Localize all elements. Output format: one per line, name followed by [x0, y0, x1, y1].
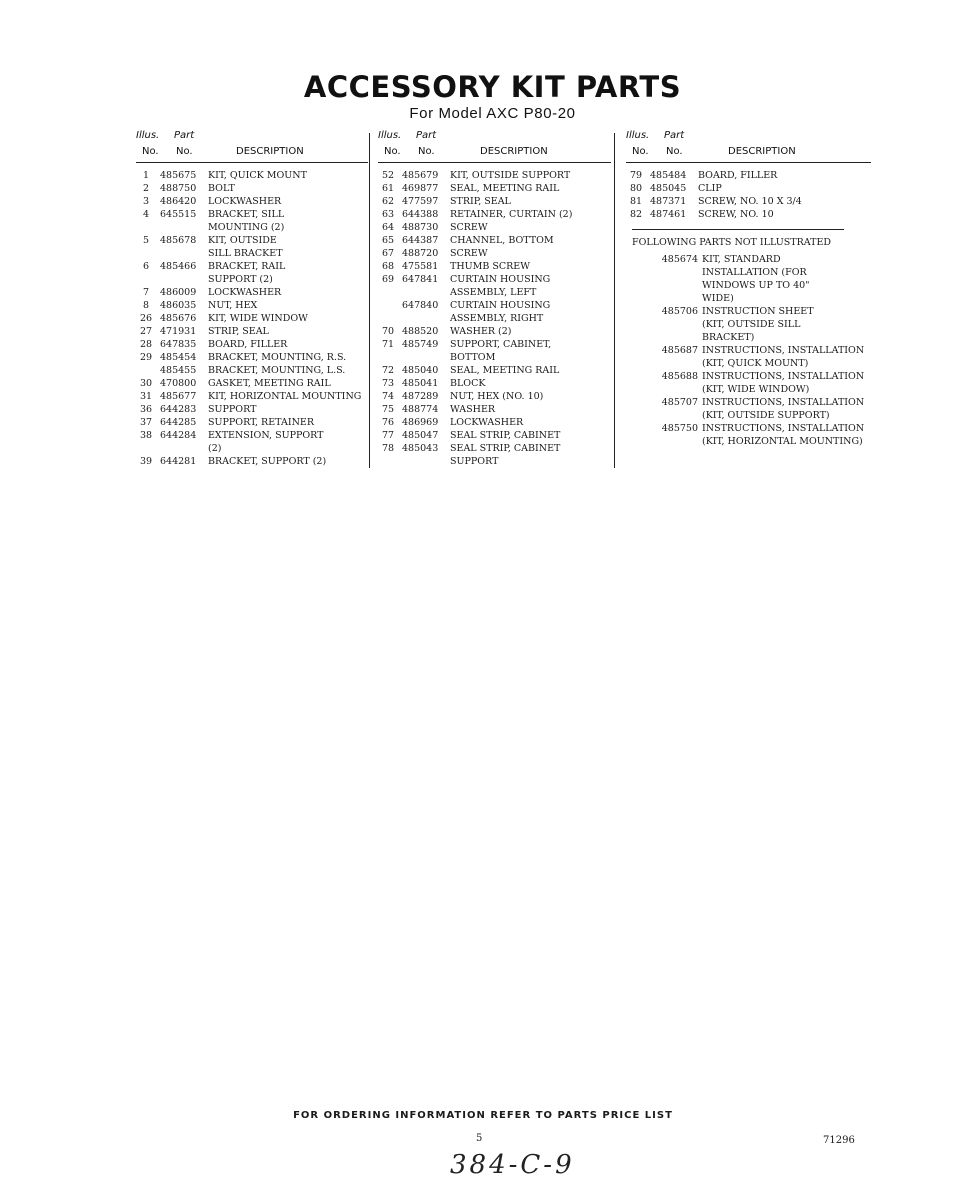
part-row [378, 208, 611, 221]
part-row [378, 377, 611, 390]
part-description: INSTRUCTIONS, INSTALLATION (KIT, OUTSIDE SUPPORT) [702, 397, 865, 421]
part-number: 485043 [402, 443, 439, 454]
part-description: KIT, OUTSIDE SUPPORT [450, 170, 571, 181]
part-description: LOCKWASHER [208, 287, 282, 298]
part-number: 485676 [160, 313, 197, 324]
part-row [136, 195, 368, 208]
part-row [136, 351, 368, 364]
part-number: 485484 [650, 170, 687, 181]
part-number: 485687 [661, 345, 698, 356]
part-description: RETAINER, CURTAIN (2) [450, 209, 573, 220]
part-description: CLIP [698, 183, 722, 194]
header-part: Part [664, 130, 685, 141]
part-row [136, 260, 368, 286]
header-part-no: No. [176, 146, 193, 157]
part-row [378, 429, 611, 442]
part-description: INSTRUCTIONS, INSTALLATION (KIT, WIDE WINDOW) [702, 371, 865, 395]
parts-column-3 [626, 130, 871, 448]
part-description: WASHER (2) [450, 326, 512, 337]
parts-column-1 [136, 130, 368, 468]
illus-number: 3 [142, 196, 150, 207]
part-number: 488774 [402, 404, 439, 415]
part-row [136, 312, 368, 325]
header-description: DESCRIPTION [480, 146, 548, 157]
part-description: WASHER [450, 404, 496, 415]
part-row [136, 325, 368, 338]
part-row [136, 429, 368, 455]
part-row [626, 182, 871, 195]
part-row [378, 195, 611, 208]
part-description: SCREW [450, 248, 488, 259]
part-number: 644281 [160, 456, 197, 467]
illus-number: 70 [381, 326, 395, 337]
illus-number: 63 [381, 209, 395, 220]
illus-number: 81 [629, 196, 643, 207]
illus-number: 6 [142, 261, 150, 272]
part-number: 485679 [402, 170, 439, 181]
illus-number: 78 [381, 443, 395, 454]
illus-number: 8 [142, 300, 150, 311]
part-number: 485675 [160, 170, 197, 181]
part-number: 485678 [160, 235, 197, 246]
part-number: 488520 [402, 326, 439, 337]
part-description: SUPPORT, CABINET, BOTTOM [450, 339, 552, 363]
part-number: 488750 [160, 183, 197, 194]
header-part-no: No. [418, 146, 435, 157]
part-description: BRACKET, SILL MOUNTING (2) [208, 209, 285, 233]
part-row [378, 325, 611, 338]
part-description: KIT, QUICK MOUNT [208, 170, 307, 181]
part-number: 644285 [160, 417, 197, 428]
part-description: SEAL STRIP, CABINET SUPPORT [450, 443, 561, 467]
illus-number: 31 [139, 391, 153, 402]
part-row [136, 169, 368, 182]
parts-list [378, 169, 611, 468]
illus-number: 82 [629, 209, 643, 220]
column-header [136, 130, 368, 162]
part-description: BRACKET, MOUNTING, R.S. [208, 352, 347, 363]
part-description: BRACKET, SUPPORT (2) [208, 456, 327, 467]
illus-number: 72 [381, 365, 395, 376]
part-description: EXTENSION, SUPPORT (2) [208, 430, 324, 454]
part-description: LOCKWASHER [208, 196, 282, 207]
part-number: 485706 [661, 306, 698, 317]
illus-number: 1 [142, 170, 150, 181]
header-description: DESCRIPTION [728, 146, 796, 157]
not-illustrated-row [626, 344, 871, 370]
illus-number: 30 [139, 378, 153, 389]
header-illus-no: No. [632, 146, 649, 157]
illus-number: 5 [142, 235, 150, 246]
header-illus-no: No. [142, 146, 159, 157]
header-description: DESCRIPTION [236, 146, 304, 157]
part-number: 488730 [402, 222, 439, 233]
part-number: 487289 [402, 391, 439, 402]
not-illustrated-row [626, 370, 871, 396]
part-number: 485047 [402, 430, 439, 441]
part-description: CHANNEL, BOTTOM [450, 235, 554, 246]
part-description: INSTRUCTION SHEET (KIT, OUTSIDE SILL BRACKET) [702, 306, 814, 343]
part-description: BOLT [208, 183, 235, 194]
part-number: 485041 [402, 378, 439, 389]
part-row [136, 338, 368, 351]
part-description: CURTAIN HOUSING ASSEMBLY, RIGHT [450, 300, 551, 324]
illus-number: 69 [381, 274, 395, 285]
part-description: SCREW, NO. 10 [698, 209, 774, 220]
part-row [378, 390, 611, 403]
part-row [136, 455, 368, 468]
illus-number: 7 [142, 287, 150, 298]
part-row [136, 390, 368, 403]
part-row [378, 299, 611, 325]
column-divider [369, 133, 370, 468]
part-number: 488720 [402, 248, 439, 259]
part-description: GASKET, MEETING RAIL [208, 378, 331, 389]
column-header [378, 130, 611, 162]
illus-number: 76 [381, 417, 395, 428]
part-number: 485045 [650, 183, 687, 194]
part-description: BLOCK [450, 378, 486, 389]
part-number: 486009 [160, 287, 197, 298]
illus-number: 79 [629, 170, 643, 181]
part-description: BOARD, FILLER [698, 170, 778, 181]
part-number: 485674 [661, 254, 698, 265]
part-description: INSTRUCTIONS, INSTALLATION (KIT, QUICK MOUNT) [702, 345, 865, 369]
part-description: SEAL STRIP, CABINET [450, 430, 561, 441]
illus-number: 28 [139, 339, 153, 350]
illus-number: 71 [381, 339, 395, 350]
header-divider [626, 162, 871, 163]
header-part: Part [416, 130, 437, 141]
page-title: ACCESSORY KIT PARTS [303, 70, 682, 104]
part-row [136, 364, 368, 377]
illus-number: 37 [139, 417, 153, 428]
header-part-no: No. [666, 146, 683, 157]
part-number: 485749 [402, 339, 439, 350]
model-subtitle: For Model AXC P80-20 [409, 105, 576, 122]
part-description: KIT, STANDARD INSTALLATION (FOR WINDOWS UP TO 40" WIDE) [702, 254, 810, 304]
part-number: 485707 [661, 397, 698, 408]
part-number: 485466 [160, 261, 197, 272]
illus-number: 27 [139, 326, 153, 337]
part-number: 486969 [402, 417, 439, 428]
section-divider [632, 229, 844, 230]
part-number: 644388 [402, 209, 439, 220]
part-number: 647840 [402, 300, 439, 311]
part-number: 471931 [160, 326, 197, 337]
part-description: SEAL, MEETING RAIL [450, 183, 560, 194]
header-divider [136, 162, 368, 163]
illus-number: 36 [139, 404, 153, 415]
parts-list [626, 169, 871, 221]
part-row [378, 247, 611, 260]
part-number: 487371 [650, 196, 687, 207]
part-description: CURTAIN HOUSING ASSEMBLY, LEFT [450, 274, 551, 298]
part-number: 485040 [402, 365, 439, 376]
header-illus: Illus. [378, 130, 402, 141]
part-description: NUT, HEX [208, 300, 258, 311]
column-header [626, 130, 871, 162]
part-number: 644284 [160, 430, 197, 441]
part-description: SCREW, NO. 10 X 3/4 [698, 196, 802, 207]
illus-number: 2 [142, 183, 150, 194]
document-code: 71296 [823, 1135, 855, 1146]
part-description: KIT, OUTSIDE SILL BRACKET [208, 235, 283, 259]
part-description: KIT, WIDE WINDOW [208, 313, 308, 324]
illus-number: 77 [381, 430, 395, 441]
part-row [136, 403, 368, 416]
part-row [378, 234, 611, 247]
header-illus-no: No. [384, 146, 401, 157]
part-row [136, 208, 368, 234]
illus-number: 4 [142, 209, 150, 220]
part-row [136, 416, 368, 429]
part-row [136, 182, 368, 195]
part-number: 485677 [160, 391, 197, 402]
part-row [378, 260, 611, 273]
not-illustrated-heading: FOLLOWING PARTS NOT ILLUSTRATED [632, 237, 831, 248]
part-description: STRIP, SEAL [450, 196, 511, 207]
part-row [136, 299, 368, 312]
illus-number: 62 [381, 196, 395, 207]
part-description: SEAL, MEETING RAIL [450, 365, 560, 376]
part-number: 470800 [160, 378, 197, 389]
illus-number: 64 [381, 222, 395, 233]
part-row [626, 195, 871, 208]
ordering-info-footer: FOR ORDERING INFORMATION REFER TO PARTS PRICE LIST [293, 1110, 673, 1121]
part-number: 485750 [661, 423, 698, 434]
part-description: SCREW [450, 222, 488, 233]
part-row [378, 182, 611, 195]
part-row [626, 208, 871, 221]
not-illustrated-row [626, 253, 871, 305]
illus-number: 75 [381, 404, 395, 415]
header-divider [378, 162, 611, 163]
handwritten-note: 384-C-9 [450, 1150, 575, 1180]
part-row [136, 286, 368, 299]
part-description: SUPPORT, RETAINER [208, 417, 314, 428]
illus-number: 26 [139, 313, 153, 324]
part-number: 487461 [650, 209, 687, 220]
part-row [136, 234, 368, 260]
part-row [378, 442, 611, 468]
part-row [378, 273, 611, 299]
illus-number: 67 [381, 248, 395, 259]
parts-list [136, 169, 368, 468]
part-row [626, 169, 871, 182]
part-number: 485454 [160, 352, 197, 363]
illus-number: 61 [381, 183, 395, 194]
part-number: 644283 [160, 404, 197, 415]
part-number: 485455 [160, 365, 197, 376]
header-illus: Illus. [136, 130, 160, 141]
part-number: 647841 [402, 274, 439, 285]
illus-number: 29 [139, 352, 153, 363]
header-illus: Illus. [626, 130, 650, 141]
part-row [136, 377, 368, 390]
part-row [378, 403, 611, 416]
column-divider [614, 133, 615, 468]
part-number: 647835 [160, 339, 197, 350]
part-description: BOARD, FILLER [208, 339, 288, 350]
part-description: INSTRUCTIONS, INSTALLATION (KIT, HORIZONTAL MOUNTING) [702, 423, 865, 447]
part-number: 486420 [160, 196, 197, 207]
part-number: 486035 [160, 300, 197, 311]
part-row [378, 416, 611, 429]
part-number: 475581 [402, 261, 439, 272]
header-part: Part [174, 130, 195, 141]
part-description: BRACKET, RAIL SUPPORT (2) [208, 261, 286, 285]
part-description: STRIP, SEAL [208, 326, 269, 337]
not-illustrated-row [626, 305, 871, 344]
illus-number: 74 [381, 391, 395, 402]
part-description: BRACKET, MOUNTING, L.S. [208, 365, 346, 376]
page-number: 5 [476, 1133, 483, 1144]
parts-column-2 [378, 130, 611, 468]
part-row [378, 338, 611, 364]
part-number: 644387 [402, 235, 439, 246]
illus-number: 52 [381, 170, 395, 181]
not-illustrated-row [626, 422, 871, 448]
illus-number: 39 [139, 456, 153, 467]
part-description: NUT, HEX (NO. 10) [450, 391, 544, 402]
illus-number: 38 [139, 430, 153, 441]
illus-number: 73 [381, 378, 395, 389]
part-row [378, 221, 611, 234]
part-description: SUPPORT [208, 404, 257, 415]
part-description: THUMB SCREW [450, 261, 530, 272]
illus-number: 68 [381, 261, 395, 272]
not-illustrated-list [626, 253, 871, 448]
part-description: KIT, HORIZONTAL MOUNTING [208, 391, 362, 402]
part-number: 477597 [402, 196, 439, 207]
part-description: LOCKWASHER [450, 417, 524, 428]
not-illustrated-row [626, 396, 871, 422]
illus-number: 80 [629, 183, 643, 194]
illus-number: 65 [381, 235, 395, 246]
part-row [378, 364, 611, 377]
part-row [378, 169, 611, 182]
part-number: 469877 [402, 183, 439, 194]
part-number: 645515 [160, 209, 197, 220]
part-number: 485688 [661, 371, 698, 382]
